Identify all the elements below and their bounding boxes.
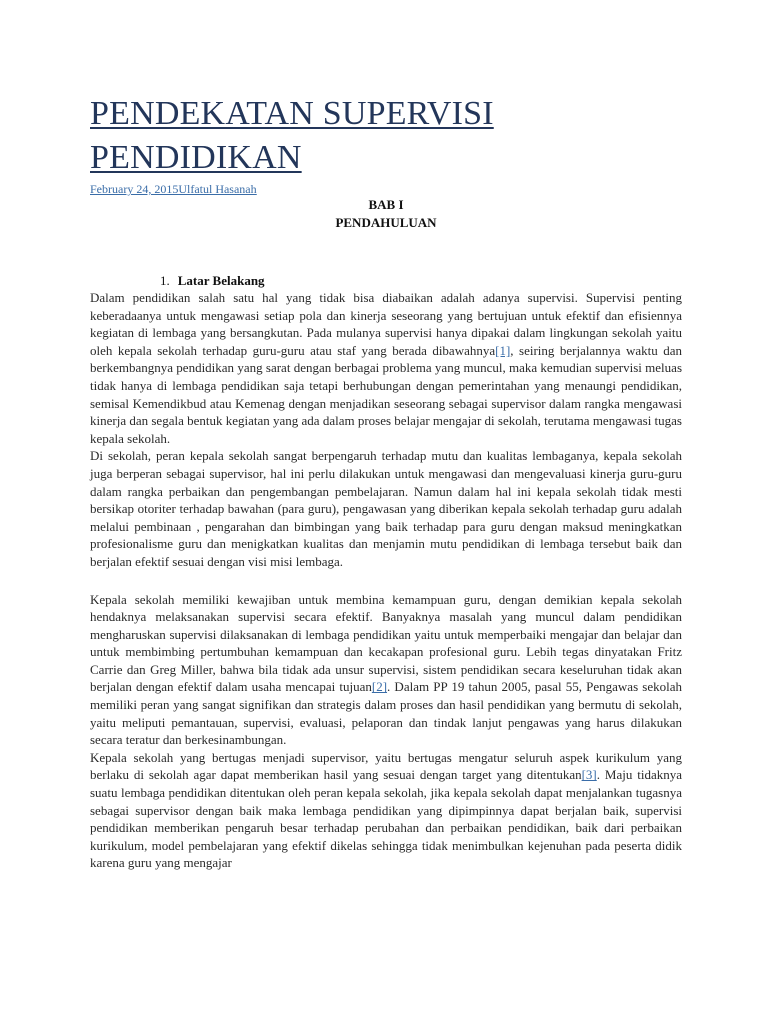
paragraph-text: , seiring berjalannya waktu dan berkembangnya pendidikan yang sarat dengan berbagai problema yang muncul, maka kemudian supervisi meluas tidak hanya di lembaga pendidikan saja tetapi berhubungan dengan pemerintahan yang menaungi pendidikan, semisal Kemendikbud atau Kemenag dengan menjadikan seseorang sebagai supervisor dalam rangka mengawasi kinerja dan segala bentuk kegiatan yang ada dalam proses belajar mengajar di sekolah, terutama mengawasi tugas kepala sekolah.	[90, 342, 682, 446]
paragraph-text: Kepala sekolah memiliki kewajiban untuk membina kemampuan guru, dengan demikian kepala sekolah hendaknya melaksanakan supervisi secara efektif. Banyaknya masalah yang muncul dalam pendidikan mengharuskan supervisi dilaksanakan di lembaga pendidikan yaitu untuk memperbaiki mengajar dan belajar dan untuk membimbing pertumbuhan kemampuan dan kecakapan profesional guru. Lebih tegas dinyatakan Fritz Carrie dan Greg Miller, bahwa bila tidak ada unsur supervisi, sistem pendidikan secara keseluruhan tidak akan berjalan dengan efektif dalam usaha mencapai tujuan	[90, 591, 682, 695]
paragraph-2: Di sekolah, peran kepala sekolah sangat berpengaruh terhadap mutu dan kualitas lembaganya, kepala sekolah juga berperan sebagai supervisor, hal ini perlu dilakukan untuk mengawasi dan mengevaluasi kinerja guru-guru dalam rangka perbaikan dan pengembangan pembelajaran. Namun dalam hal ini kepala sekolah tidak mesti bersikap otoriter terhadap bawahan (para guru), pengawasan yang diberikan kepala sekolah terhadap guru adalah melalui pembinaan , pengarahan dan bimbingan yang baik terhadap para guru dengan maksud meningkatkan profesionalisme guru dan menigkatkan kualitas dan menjamin mutu pendidikan di lembaga tersebut baik dan berjalan efektif sesuai dengan visi misi lembaga.	[90, 448, 682, 569]
chapter-name: PENDAHULUAN	[335, 215, 437, 230]
section-heading	[90, 272, 682, 289]
paragraph-3	[90, 591, 682, 749]
footnote-link-3[interactable]: [3]	[581, 767, 597, 783]
paragraph-text: . Maju tidaknya suatu lembaga pendidikan ditentukan oleh peran kepala sekolah, jika kepala sekolah dapat menjalankan tugasnya sebagai supervisor dengan baik maka lembaga pendidikan yang dipimpinnya dapat berjalan baik, supervisi pendidikan memberikan pengaruh besar terhadap perubahan dan perbaikan pendidikan, baik dari perbaikan kurikulum, model pembelajaran yang efektif dikelas sehingga tidak menimbulkan kejenuhan pada peserta didik karena guru yang mengajar	[90, 767, 682, 871]
paragraph-1	[90, 289, 682, 447]
paragraph-4	[90, 749, 682, 872]
article-author-link[interactable]: Ulfatul Hasanah	[178, 182, 257, 196]
paragraph-text: Dalam pendidikan salah satu hal yang tidak bisa diabaikan adalah adanya supervisi. Supervisi penting keberadaanya untuk mengawasi setiap pola dan kinerja seseorang yang bertujuan untuk efektif dan efisiennya kegiatan di lembaga yang bersangkutan. Pada mulanya supervisi hanya dipakai dalam lingkungan sekolah yaitu oleh kepala sekolah terhadap guru-guru atau staf yang berada dibawahnya	[90, 290, 682, 358]
section-title: Latar Belakang	[177, 273, 265, 288]
footnote-link-2[interactable]: [2]	[371, 679, 388, 695]
article-title[interactable]: PENDEKATAN SUPERVISI PENDIDIKAN	[90, 95, 494, 176]
footnote-link-1[interactable]: [1]	[495, 342, 511, 358]
chapter-heading	[90, 196, 682, 232]
paragraph-text: . Dalam PP 19 tahun 2005, pasal 55, Pengawas sekolah memiliki peran yang sangat signifikan dan strategis dalam proses dan hasil pendidikan yang bermutu di sekolah, yaitu meliputi pemantauan, supervisi, evaluasi, pelaporan dan tindak lanjut pengawas yang harus dilakukan secara teratur dan berkesinambungan.	[90, 679, 682, 748]
section-number: 1.	[160, 273, 170, 288]
paragraph-text: Kepala sekolah yang bertugas menjadi supervisor, yaitu bertugas mengatur seluruh aspek kurikulum yang berlaku di sekolah agar dapat memberikan hasil yang sesuai dengan target yang ditentukan	[90, 749, 682, 783]
article-meta	[90, 182, 682, 196]
article-date-link[interactable]: February 24, 2015	[90, 182, 179, 196]
chapter-number: BAB I	[368, 197, 404, 212]
paragraph-spacer	[90, 571, 682, 591]
